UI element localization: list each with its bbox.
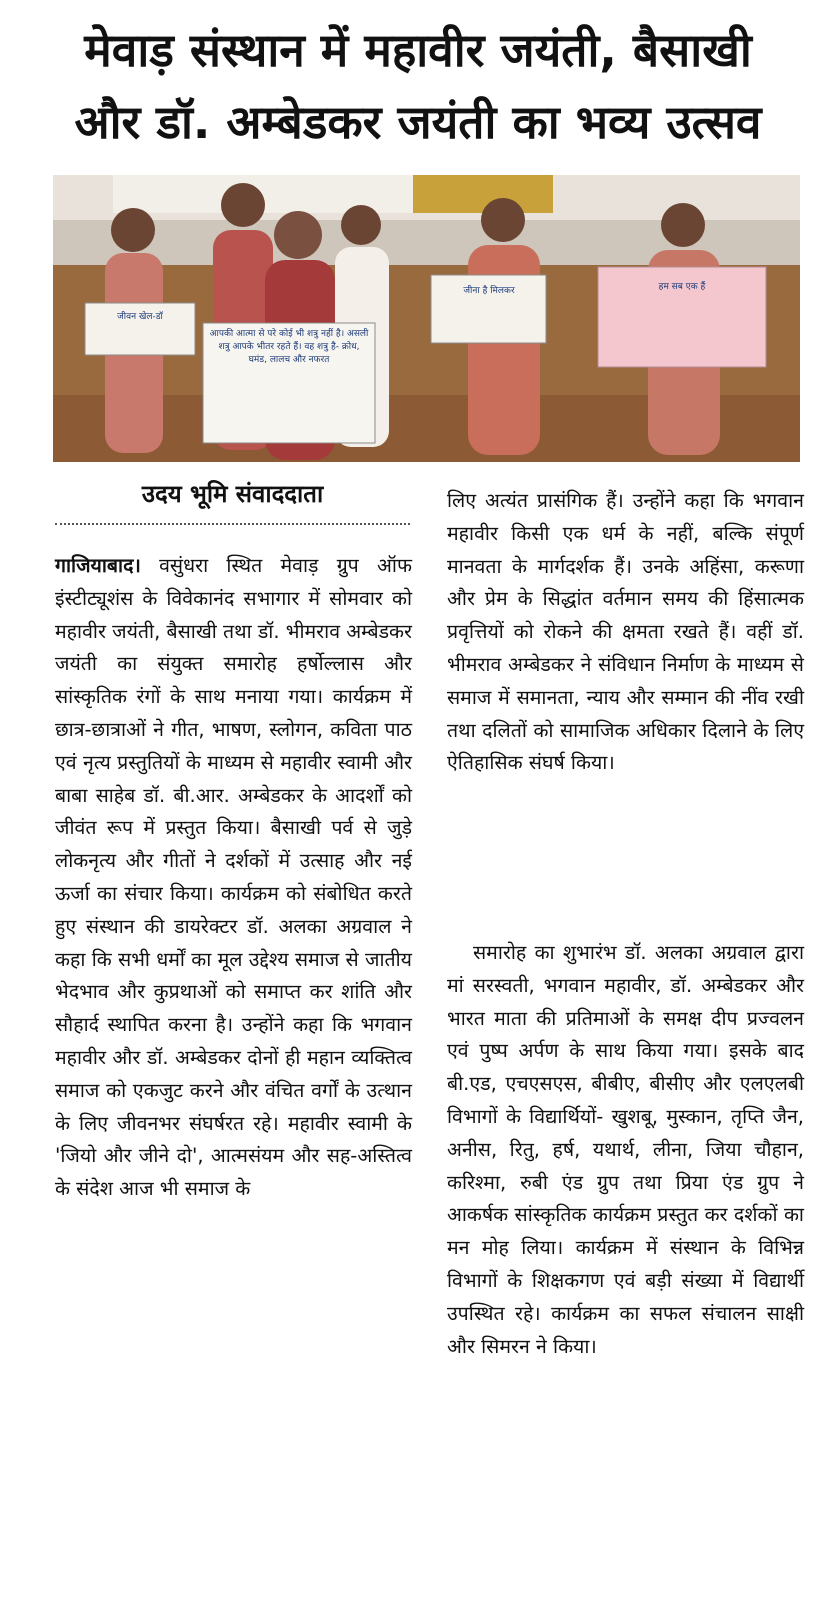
byline-divider <box>55 523 410 525</box>
event-photo-illustration <box>53 175 800 462</box>
placard-1-text-content: जीवन खेल-डॉ <box>117 312 163 322</box>
placard-4-text <box>605 281 759 341</box>
placard-3-text <box>437 285 541 345</box>
placard-2-text <box>209 328 369 428</box>
article-right-paragraph-1: लिए अत्यंत प्रासंगिक हैं। उन्होंने कहा कि भगवान महावीर किसी एक धर्म के नहीं, बल्कि संपूर्ण मानवता के मार्गदर्शक हैं। उनके अहिंसा, करूणा और प्रेम के सिद्धांत वर्तमान समय की हिंसात्मक प्रवृत्तियों को रोकने की क्षमता रखते हैं। वहीं डॉ. भीमराव अम्बेडकर ने संविधान निर्माण के माध्यम से समाज में समानता, न्याय और सम्मान की नींव रखी तथा दलितों को सामाजिक अधिकार दिलाने के लिए ऐतिहासिक संघर्ष किया। <box>447 489 804 775</box>
placard-2-text-content: आपकी आत्मा से परे कोई भी शत्रु नहीं है। असली शत्रु आपके भीतर रहते हैं। वह शत्रु है- क्रोध, घमंड, लालच और नफरत <box>209 329 369 365</box>
placard-3-text-content: जीना है मिलकर <box>463 286 515 296</box>
article-right-text-2: समारोह का शुभारंभ डॉ. अलका अग्रवाल द्वारा मां सरस्वती, भगवान महावीर, डॉ. अम्बेडकर और भारत माता की प्रतिमाओं के समक्ष दीप प्रज्वलन एवं पुष्प अर्पण के साथ किया गया। इसके बाद बी.एड, एचएसएस, बीबीए, बीसीए और एलएलबी विभागों के विद्यार्थियों- खुशबू, मुस्कान, तृप्ति जैन, अनीस, रितु, हर्ष, यथार्थ, लीना, जिया चौहान, करिश्मा, रुबी एंड ग्रुप तथा प्रिया एंड ग्रुप ने आकर्षक सांस्कृतिक कार्यक्रम प्रस्तुत कर दर्शकों का मन मोह लिया। कार्यक्रम में संस्थान के विभिन्न विभागों के शिक्षकगण एवं बड़ी संख्या में विद्यार्थी उपस्थित रहे। कार्यक्रम का सफल संचालन साक्षी और सिमरन ने किया। <box>447 941 804 1358</box>
dateline: गाजियाबाद। <box>55 554 141 577</box>
article-left-text: वसुंधरा स्थित मेवाड़ ग्रुप ऑफ इंस्टीट्यूशंस के विवेकानंद सभागार में सोमवार को महावीर जयंती, बैसाखी तथा डॉ. भीमराव अम्बेडकर जयंती का संयुक्त समारोह हर्षोल्लास और सांस्कृतिक रंगों के साथ मनाया गया। कार्यक्रम में छात्र-छात्राओं ने गीत, भाषण, स्लोगन, कविता पाठ एवं नृत्य प्रस्तुतियों के माध्यम से महावीर स्वामी और बाबा साहेब डॉ. बी.आर. अम्बेडकर के आदर्शों को जीवंत रूप में प्रस्तुत किया। बैसाखी पर्व से जुड़े लोकनृत्य और गीतों ने दर्शकों में उत्साह और नई ऊर्जा का संचार किया। कार्यक्रम को संबोधित करते हुए संस्थान की डायरेक्टर डॉ. अलका अग्रवाल ने कहा कि सभी धर्मों का मूल उद्देश्य समाज से जातीय भेदभाव और कुप्रथाओं को समाप्त कर शांति और सौहार्द स्थापित करना है। उन्होंने कहा कि भगवान महावीर और डॉ. अम्बेडकर दोनों ही महान व्यक्तित्व समाज को एकजुट करने और वंचित वर्गों के उत्थान के लिए जीवनभर संघर्षरत रहे। महावीर स्वामी के 'जियो और जीने दो', आत्मसंयम और सह-अस्तित्व के संदेश आज भी समाज के <box>55 554 412 1201</box>
byline: उदय भूमि संवाददाता <box>141 480 324 508</box>
event-photo <box>53 175 800 462</box>
photo-banner-2 <box>413 175 553 213</box>
article-right-paragraph-2 <box>447 937 804 1363</box>
headline-line-1: मेवाड़ संस्थान में महावीर जयंती, बैसाखी <box>84 23 752 77</box>
headline <box>28 14 808 158</box>
placard-1-text <box>89 311 191 371</box>
article-left-column <box>55 550 412 1206</box>
headline-line-2: और डॉ. अम्बेडकर जयंती का भव्य उत्सव <box>74 95 762 149</box>
placard-4-text-content: हम सब एक हैं <box>658 282 706 292</box>
